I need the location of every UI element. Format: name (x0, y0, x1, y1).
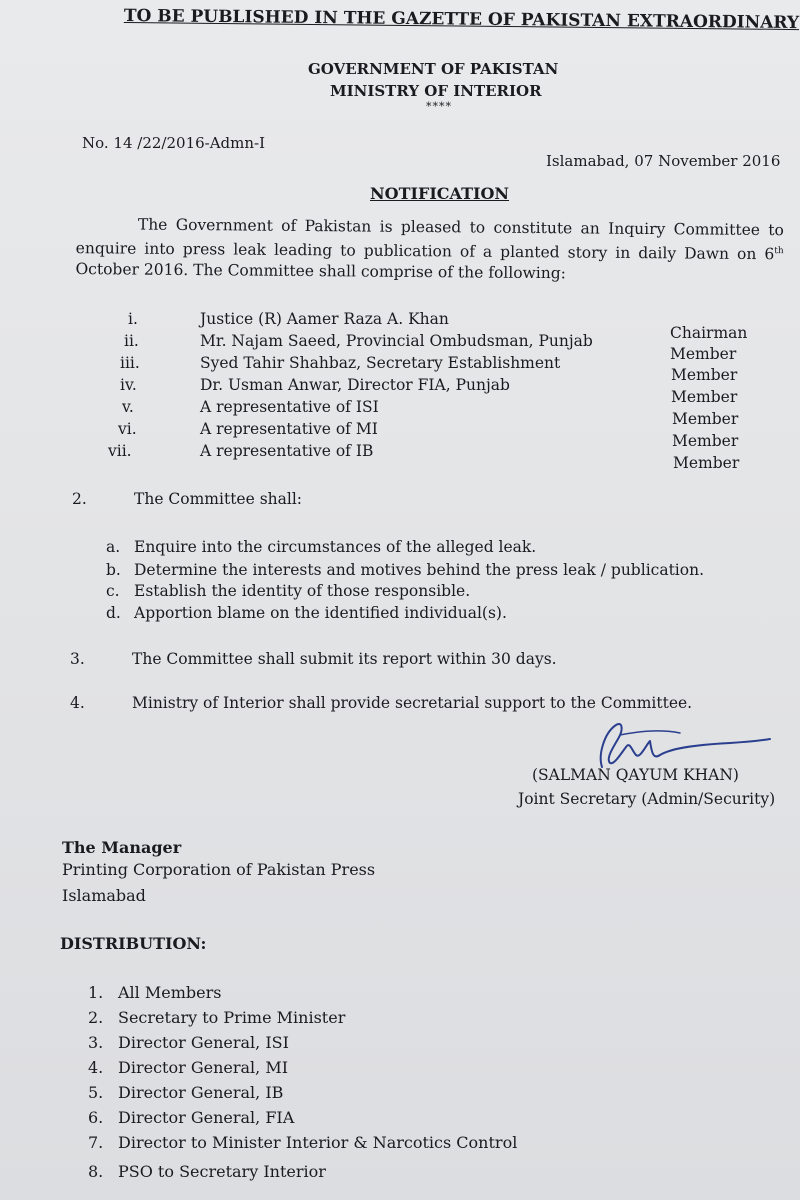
distribution-number: 8. (88, 1162, 104, 1181)
duty-text: Determine the interests and motives behind the press leak / publication. (134, 561, 704, 579)
member-role: Member (672, 432, 739, 450)
distribution-number: 6. (88, 1108, 104, 1127)
member-role: Member (672, 410, 739, 428)
distribution-item (88, 1108, 294, 1127)
paragraph-text-1: The Government of Pakistan is pleased to constitute an Inquiry Committee to enquire into press leak leading to publication of a planted story in daily Dawn on 6 (75, 215, 784, 264)
distribution-number: 1. (88, 983, 104, 1002)
distribution-item (88, 1083, 283, 1102)
member-number: ii. (124, 332, 139, 350)
distribution-item (88, 1033, 289, 1052)
distribution-text: Secretary to Prime Minister (118, 1008, 346, 1027)
duty-text: Establish the identity of those responsible. (134, 582, 471, 600)
member-name: A representative of ISI (200, 398, 379, 416)
distribution-number: 7. (88, 1133, 104, 1152)
distribution-number: 2. (88, 1008, 104, 1027)
member-number: vi. (118, 420, 137, 438)
member-number: vii. (108, 442, 132, 460)
gazette-heading: TO BE PUBLISHED IN THE GAZETTE OF PAKISTAN EXTRAORDINARY (123, 6, 800, 34)
member-name: Syed Tahir Shahbaz, Secretary Establishment (200, 354, 561, 372)
section-text: The Committee shall: (134, 490, 303, 508)
document-number: No. 14 /22/2016-Admn-I (82, 134, 266, 152)
member-row (112, 420, 752, 450)
member-name: A representative of MI (200, 420, 378, 438)
distribution-text: Director General, MI (118, 1058, 289, 1077)
distribution-text: Director General, IB (118, 1083, 284, 1102)
member-number: i. (128, 310, 138, 328)
paragraph-text-2: October 2016. The Committee shall comprise of the following: (75, 260, 567, 283)
duty-letter: b. (106, 561, 121, 579)
member-name: Justice (R) Aamer Raza A. Khan (200, 310, 449, 328)
section-number: 3. (70, 650, 85, 668)
section-text: Ministry of Interior shall provide secretarial support to the Committee. (132, 694, 693, 712)
distribution-item (88, 1162, 326, 1181)
distribution-number: 5. (88, 1083, 104, 1102)
signatory-title: Joint Secretary (Admin/Security) (518, 790, 776, 808)
ministry-heading: MINISTRY OF INTERIOR (330, 82, 542, 100)
member-role: Chairman (670, 324, 748, 342)
duty-text: Enquire into the circumstances of the alleged leak. (134, 538, 537, 556)
distribution-item (88, 1133, 517, 1152)
signatory-name: (SALMAN QAYUM KHAN) (532, 766, 739, 784)
distribution-text: Director General, ISI (118, 1033, 289, 1052)
member-number: v. (122, 398, 134, 416)
distribution-heading: DISTRIBUTION: (60, 934, 207, 953)
distribution-text: All Members (118, 983, 222, 1002)
duty-letter: d. (106, 604, 121, 622)
member-row (112, 398, 752, 428)
government-heading: GOVERNMENT OF PAKISTAN (308, 60, 559, 78)
distribution-text: Director to Minister Interior & Narcotics Control (118, 1133, 518, 1152)
distribution-text: PSO to Secretary Interior (118, 1162, 326, 1181)
distribution-text: Director General, FIA (118, 1108, 295, 1127)
member-role: Member (671, 388, 738, 406)
member-row (112, 354, 752, 384)
distribution-item (88, 1058, 288, 1077)
member-number: iv. (120, 376, 137, 394)
addressee-line-2: Printing Corporation of Pakistan Press (62, 860, 376, 879)
section-text: The Committee shall submit its report within 30 days. (132, 650, 557, 668)
paragraph-superscript: th (774, 246, 784, 257)
addressee-line-1: The Manager (62, 838, 182, 857)
section-number: 4. (70, 694, 85, 712)
member-row (108, 442, 752, 472)
addressee-line-3: Islamabad (62, 886, 146, 905)
notification-title: NOTIFICATION (370, 184, 510, 203)
dateline: Islamabad, 07 November 2016 (546, 152, 781, 170)
member-name: Dr. Usman Anwar, Director FIA, Punjab (200, 376, 510, 394)
heading-stars: **** (426, 100, 452, 113)
member-name: Mr. Najam Saeed, Provincial Ombudsman, Punjab (200, 332, 593, 350)
duty-letter: a. (106, 538, 121, 556)
section-number: 2. (72, 490, 87, 508)
distribution-item (88, 983, 221, 1002)
distribution-number: 3. (88, 1033, 104, 1052)
member-role: Member (673, 454, 740, 472)
distribution-item (88, 1008, 345, 1027)
distribution-number: 4. (88, 1058, 104, 1077)
member-row (112, 376, 752, 406)
opening-paragraph (75, 214, 784, 286)
member-name: A representative of IB (200, 442, 374, 460)
duty-text: Apportion blame on the identified individual(s). (134, 604, 507, 622)
member-number: iii. (120, 354, 140, 372)
member-role: Member (671, 366, 738, 384)
duty-letter: c. (106, 582, 120, 600)
member-role: Member (670, 345, 737, 363)
